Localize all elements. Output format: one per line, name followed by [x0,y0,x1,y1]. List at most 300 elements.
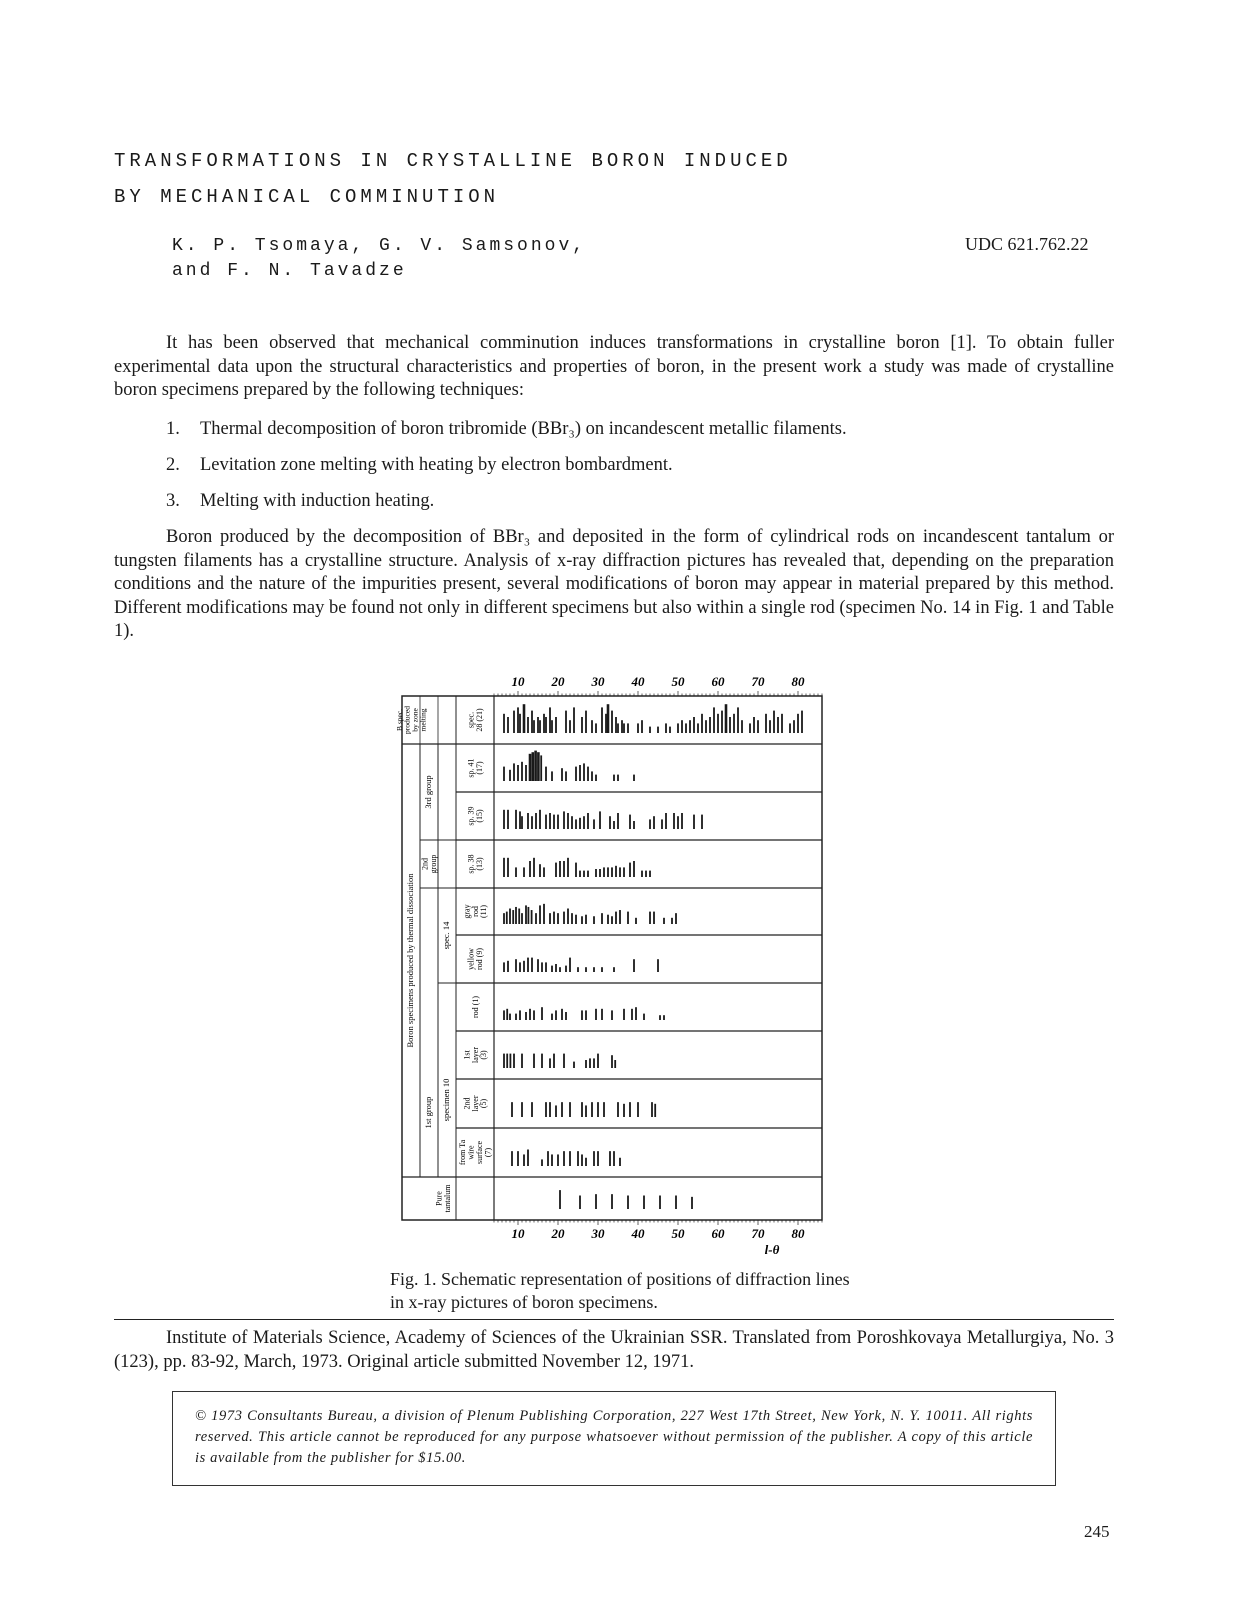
diffraction-line [629,1102,631,1117]
authors-block [172,234,586,284]
diffraction-line [637,723,639,733]
diffraction-line [617,1102,619,1117]
diffraction-line [535,813,537,829]
diffraction-line [559,967,561,972]
diffraction-line [649,912,651,924]
diffraction-line [567,813,569,829]
diffraction-line [587,767,589,781]
diffraction-line [551,1154,553,1166]
diffraction-line [563,811,565,829]
diffraction-line [681,720,683,733]
diffraction-line [573,707,575,733]
diffraction-line [673,813,675,829]
diffraction-line [589,1058,591,1068]
diffraction-line [637,1102,639,1117]
diffraction-line [595,1009,597,1020]
diffraction-line [641,720,643,733]
diffraction-line [595,775,597,781]
diffraction-line [545,717,547,733]
diffraction-line [535,913,537,924]
diffraction-line [757,720,759,733]
diffraction-line [543,714,545,733]
bottom-tick-label: 60 [711,1226,725,1241]
diffraction-line [623,723,625,733]
diffraction-line [511,1151,513,1166]
diffraction-line [503,810,505,829]
diffraction-line [529,754,532,781]
label-second-group: 2ndgroup [420,854,438,874]
diffraction-line [571,913,573,924]
diffraction-line [591,771,593,781]
diffraction-line [557,815,559,829]
bottom-tick-label: 70 [751,1226,765,1241]
diffraction-line [649,871,651,877]
diffraction-line [633,861,635,877]
diffraction-line [601,913,603,924]
diffraction-line [557,1154,559,1166]
diffraction-line [531,910,533,924]
diffraction-line [737,707,739,733]
diffraction-line [549,1102,551,1117]
diffraction-line [555,1105,557,1117]
diffraction-line [697,723,699,733]
top-tick-label: 50 [671,674,685,689]
diffraction-line [563,912,565,924]
row-label-3: sp. 38(13) [466,854,484,874]
diffraction-line [525,765,527,781]
diffraction-line [543,904,545,924]
diffraction-line [541,962,543,972]
diffraction-line [565,1012,567,1020]
figure-caption-text: Schematic representation of positions of diffraction lines in x-ray pictures of boron specimens. [390,1269,850,1312]
diffraction-line [611,1194,613,1209]
diffraction-line [519,714,521,733]
diffraction-line [583,763,585,781]
diffraction-line [513,1054,515,1068]
diffraction-line [581,916,583,924]
diffraction-line [555,1010,557,1020]
bottom-tick-label: 30 [591,1226,605,1241]
diffraction-line [591,720,593,733]
label-specimen-10: specimen 10 [440,1078,451,1122]
diffraction-line [619,910,621,924]
diffraction-line [506,1009,508,1020]
diffraction-line [597,1054,599,1068]
diffraction-line [585,915,587,924]
diffraction-line [797,714,799,733]
diffraction-line [611,867,613,877]
diffraction-line [523,867,525,877]
diffraction-line [611,1010,613,1020]
method-text-1: Thermal decomposition of boron tribromide (BBr₃) on incandescent metallic filaments. [200,419,847,439]
authors-line-2: and F. N. Tavadze [172,261,407,281]
diffraction-line [605,714,607,733]
diffraction-line [611,1055,613,1068]
diffraction-line [575,863,577,877]
diffraction-line [593,916,595,924]
diffraction-line [515,810,517,829]
diffraction-line [527,813,529,829]
diffraction-line [541,1007,543,1020]
diffraction-line [643,1014,645,1020]
diffraction-line [657,959,659,972]
diffraction-line [561,1009,563,1020]
row-label-8: 2ndlayer(5) [462,1095,489,1112]
label-third-group: 3rd group [422,775,433,809]
diffraction-line [579,871,581,877]
diffraction-line [512,910,514,924]
authors-line-1: K. P. Tsomaya, G. V. Samsonov, [172,236,587,256]
diffraction-line [649,727,651,733]
diffraction-line [635,918,637,924]
label-first-group: 1st group [422,1096,433,1129]
diffraction-line [741,720,743,733]
diffraction-line [565,771,567,781]
diffraction-line [583,816,585,829]
udc-number: UDC 621.762.22 [965,234,1089,254]
diffraction-line [506,1054,508,1068]
method-text-2: Levitation zone melting with heating by electron bombardment. [200,455,673,475]
diffraction-line [587,871,589,877]
diffraction-line [641,871,643,877]
label-zone-melting-specimens: B spec.producedby zonemelting [394,706,428,734]
diffraction-line [540,755,542,781]
diffraction-line [665,723,667,733]
diffraction-line [713,707,715,733]
diffraction-line [537,959,539,972]
diffraction-line [517,707,519,733]
diffraction-line [569,720,571,733]
diffraction-line [749,723,751,733]
diffraction-line [543,867,545,877]
bottom-tick-label: 80 [791,1226,805,1241]
top-tick-label: 10 [511,674,525,689]
diffraction-line [528,907,530,924]
top-tick-label: 80 [791,674,805,689]
diffraction-line [549,707,551,733]
diffraction-line [585,1010,587,1020]
diffraction-line [659,1015,661,1020]
diffraction-line [539,905,541,924]
diffraction-line [671,918,673,924]
diffraction-line [513,711,515,733]
body-paragraph-2: Boron produced by the decomposition of BBr₃ and deposited in the form of cylindrical rods on incandescent tantalum or tungsten filaments has a crystalline structure. Analysis of x-ray diffraction pictures has revealed that, depending on the preparation conditions and the nature of the impurities present, several modifications of boron may appear in material prepared by this method. Different modifications may be found not only in different specimens but also within a single rod (specimen No. 14 in Fig. 1 and Table 1). [114,527,1114,641]
row-label-9: from Tawiresurface(7) [458,1139,493,1166]
diffraction-line [615,866,617,877]
diffraction-line [583,871,585,877]
diffraction-line [521,1054,523,1068]
diffraction-line [585,1060,587,1068]
diffraction-line [529,861,531,877]
diffraction-line [567,909,569,925]
diffraction-line [587,813,589,829]
diffraction-line [519,962,521,972]
diffraction-line [573,1062,575,1068]
diffraction-line [553,1054,555,1068]
diffraction-line [561,768,563,781]
diffraction-line [529,1009,531,1020]
diffraction-line [577,967,579,972]
copyright-notice: © 1973 Consultants Bureau, a division of Plenum Publishing Corporation, 227 West 17th Street, New York, N. Y. 10011. All rights reserved. This article cannot be reproduced for any purpose whatsoever without permission of the publisher. A copy of this article is available from the publisher for $15.00. [172,1391,1056,1486]
diffraction-line [593,1151,595,1166]
diffraction-line [503,714,505,733]
diffraction-line [599,811,601,829]
figure-caption [390,1268,860,1314]
figure-row-labels [395,706,493,1213]
diffraction-line [541,1159,543,1166]
diffraction-line [781,714,783,733]
diffraction-line [633,775,635,781]
diffraction-line [617,813,619,829]
diffraction-line [539,720,541,733]
diffraction-line [569,958,571,972]
top-tick-label: 30 [591,674,605,689]
method-text-3: Melting with induction heating. [200,491,435,511]
diffraction-line [725,704,728,733]
diffraction-line [509,909,511,925]
diffraction-line [545,767,547,781]
diffraction-line [617,775,619,781]
diffraction-line [503,962,505,972]
diffraction-line [533,1010,535,1020]
diffraction-line [527,1150,529,1167]
diffraction-line [567,858,569,877]
bottom-tick-label: 10 [511,1226,525,1241]
diffraction-line [533,1054,535,1068]
diffraction-line [507,717,509,733]
diffraction-line [619,867,621,877]
diffraction-line [593,819,595,829]
label-pure-tantalum: Puretantalum [434,1184,452,1213]
diffraction-line [623,1104,625,1117]
diffraction-line [669,727,671,733]
diffraction-line [627,1196,629,1210]
diffraction-line [721,711,723,733]
diffraction-line [621,720,623,733]
diffraction-line [518,909,520,925]
footnote-rule [114,1319,1114,1320]
article-title-line-1: TRANSFORMATIONS IN CRYSTALLINE BORON INDUCED [114,150,792,172]
intro-paragraph: It has been observed that mechanical comminution induces transformations in crystalline boron [1]. To obtain fuller experimental data upon the structural characteristics and properties of boron, in the present work a study was made of crystalline boron specimens prepared by the following techniques: [114,333,1114,400]
diffraction-line [681,813,683,829]
diffraction-line [565,966,567,972]
diffraction-line [545,962,547,972]
diffraction-line [553,912,555,924]
diffraction-line [525,1012,527,1020]
diffraction-line [631,1009,633,1020]
diffraction-line [653,816,655,829]
diffraction-line [549,813,551,829]
diffraction-line [581,717,583,733]
diffraction-line [511,1102,513,1117]
diffraction-line [523,704,526,733]
diffraction-line [609,816,611,829]
diffraction-line [531,1102,533,1117]
diffraction-line [515,1014,517,1020]
diffraction-line [531,958,533,972]
bottom-tick-label: 50 [671,1226,685,1241]
diffraction-line [651,1102,653,1117]
diffraction-line [537,752,540,781]
diffraction-line [643,1196,645,1210]
diffraction-line [635,1007,637,1020]
diffraction-line [569,1102,571,1117]
diffraction-line [607,704,610,733]
diffraction-line [777,717,779,733]
diffraction-line [575,915,577,924]
figure-1-diffraction-schematic [390,668,830,1264]
diffraction-line [533,720,535,733]
diffraction-line [549,913,551,924]
diffraction-line [539,864,541,877]
diffraction-line [555,863,557,877]
diffraction-line [595,869,597,877]
diffraction-line [517,1151,519,1166]
diffraction-line [506,912,508,924]
method-num-2: 2. [166,455,180,475]
diffraction-line [619,1158,621,1166]
diffraction-line [581,1010,583,1020]
figure-caption-label: Fig. 1. [390,1269,437,1289]
diffraction-line [665,813,667,829]
axis-unit-label: l-θ [764,1242,780,1257]
diffraction-line [555,717,557,733]
row-label-2: sp. 39(15) [466,806,484,826]
diffraction-line [503,1054,505,1068]
diffraction-line [593,1058,595,1068]
diffraction-line [801,711,803,733]
diffraction-line [517,765,519,781]
diffraction-line [547,1151,549,1166]
diffraction-line [659,1196,661,1210]
row-label-4: grayrod(11) [462,904,489,919]
diffraction-line [603,867,605,877]
diffraction-line [521,816,523,829]
diffraction-line [569,1151,571,1166]
diffraction-line [510,1054,512,1068]
diffraction-line [515,959,517,972]
diffraction-line [551,771,553,781]
diffraction-line [534,751,537,781]
diffraction-line [565,711,567,733]
method-num-1: 1. [166,419,180,439]
diffraction-line [663,1015,665,1020]
diffraction-line [519,811,521,829]
diffraction-line [769,720,771,733]
row-label-5: yellowrod (9) [466,948,484,970]
diffraction-line [503,858,505,877]
diffraction-line [503,767,505,781]
diffraction-line [563,1151,565,1166]
diffraction-line [729,717,731,733]
diffraction-line [533,858,535,877]
diffraction-line [675,1196,677,1210]
diffraction-line [585,711,587,733]
diffraction-line [627,723,629,733]
diffraction-line [579,765,581,781]
diffraction-line [561,1102,563,1117]
diffraction-line [532,752,535,781]
diffraction-line [527,717,529,733]
diffraction-line [545,1102,547,1117]
page-number: 245 [1084,1522,1110,1541]
diffraction-line [591,1102,593,1117]
diffraction-line [523,961,525,972]
diffraction-line [793,720,795,733]
diffraction-line [614,1060,616,1068]
diffraction-line [611,916,613,924]
diffraction-line [503,1010,505,1020]
top-tick-label: 20 [551,674,565,689]
bottom-tick-label: 20 [551,1226,565,1241]
diffraction-line [607,915,609,924]
diffraction-line [551,1014,553,1020]
diffraction-line [509,770,511,781]
diffraction-line [661,819,663,829]
diffraction-line [613,1151,615,1166]
diffraction-line [654,1104,656,1117]
diffraction-line [733,714,735,733]
bottom-tick-label: 40 [631,1226,645,1241]
diffraction-line [521,913,523,924]
diffraction-line [693,717,695,733]
diffraction-line [629,815,631,829]
diffraction-line [541,1054,543,1068]
diffraction-line [595,1194,597,1209]
diffraction-line [701,714,703,733]
diffraction-line [507,858,509,877]
row-label-0: spec.28 (21) [466,708,484,732]
diffraction-line [623,867,625,877]
diffraction-line [563,1054,565,1068]
diffraction-line [701,815,703,829]
diffraction-line [593,967,595,972]
diffraction-line [773,711,775,733]
diffraction-line [581,1102,583,1117]
diffraction-line [577,1151,579,1166]
diffraction-line [601,967,603,972]
diffraction-line [509,1014,511,1020]
method-item-1 [166,418,847,441]
diffraction-line [599,869,601,877]
diffraction-line [685,723,687,733]
diffraction-line [523,1154,525,1166]
row-label-6: rod (1) [470,996,480,1018]
diffraction-line [609,1151,611,1166]
row-label-7: 1stlayer(3) [462,1047,489,1063]
diffraction-line [595,723,597,733]
diffraction-line [575,819,577,829]
diffraction-line [519,1010,521,1020]
diffraction-line [649,819,651,829]
diffraction-line [579,1196,581,1210]
figure-diffraction-lines [503,704,803,1209]
diffraction-line [653,912,655,924]
diffraction-line [709,717,711,733]
diffraction-line [633,821,635,829]
top-tick-label: 70 [751,674,765,689]
article-title-line-2: BY MECHANICAL COMMINUTION [114,186,500,208]
diffraction-line [559,861,561,877]
diffraction-line [585,1105,587,1117]
diffraction-line [597,1102,599,1117]
diffraction-line [613,821,615,829]
diffraction-line [633,959,635,972]
diffraction-line [579,818,581,829]
diffraction-line [789,723,791,733]
diffraction-line [515,867,517,877]
diffraction-line [717,714,719,733]
